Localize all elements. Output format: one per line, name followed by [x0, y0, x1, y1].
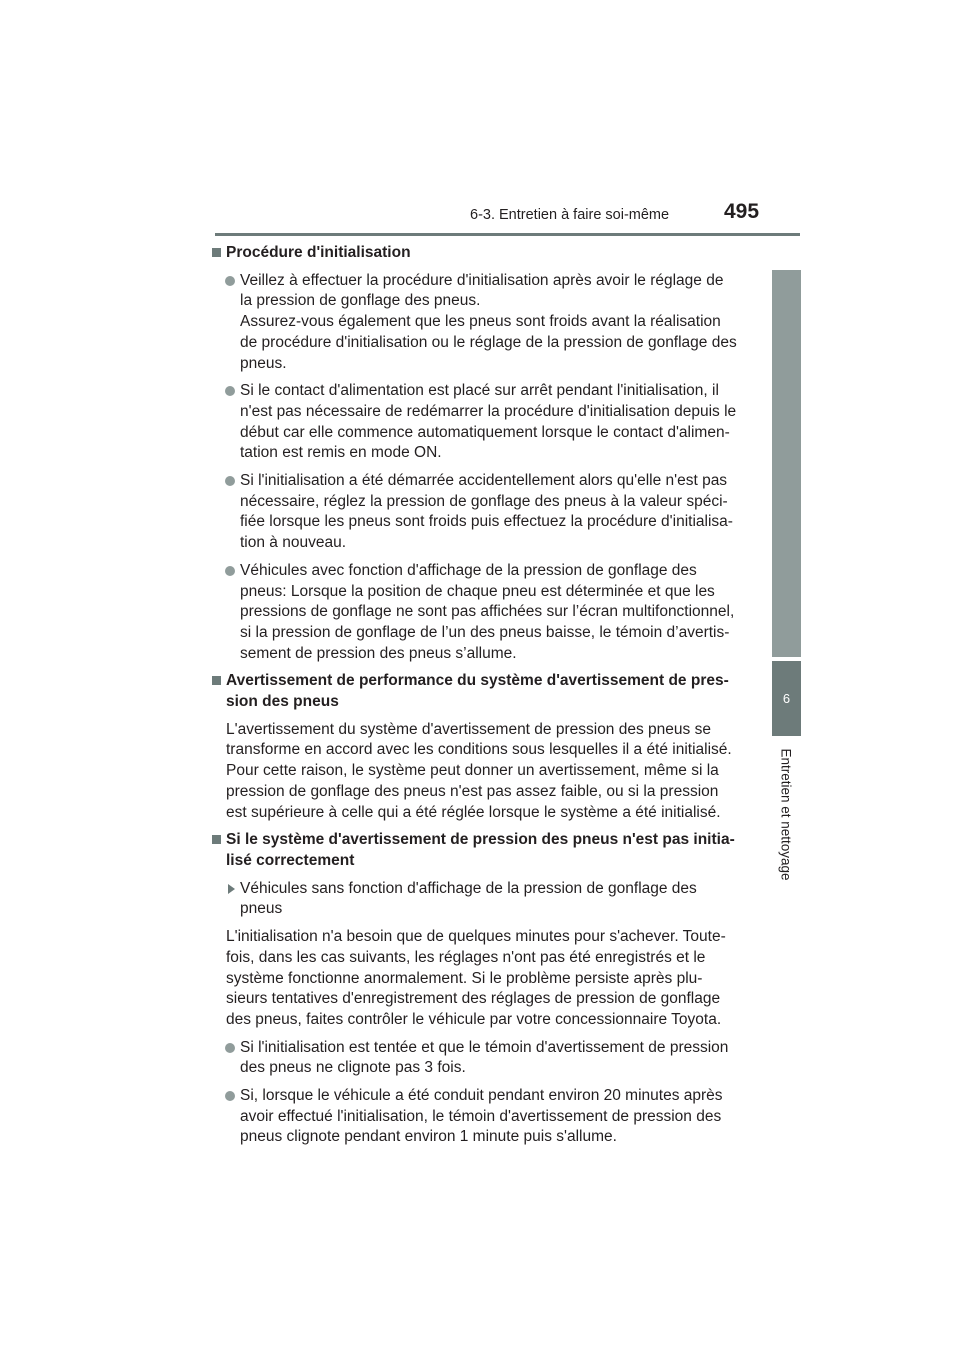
text-line: de procédure d'initialisation ou le réglage de la pression de gonflage des	[240, 333, 737, 351]
sidebar-tab-bar	[772, 270, 801, 657]
paragraph	[212, 720, 754, 824]
text-line: sement de pression des pneus s’allume.	[240, 644, 517, 662]
list-item	[212, 381, 754, 464]
page-content	[212, 243, 754, 1148]
list-item	[212, 271, 754, 375]
text-line: Assurez-vous également que les pneus sont froids avant la réalisation	[240, 313, 721, 331]
text-line: fiée lorsque les pneus sont froids puis effectuez la procédure d'initialisa-	[240, 513, 733, 531]
text-line: pneus.	[240, 354, 287, 372]
round-bullet-icon	[225, 566, 235, 576]
page-number: 495	[724, 200, 760, 223]
list-item	[212, 471, 754, 554]
text-line: Véhicules avec fonction d'affichage de la pression de gonflage des	[240, 561, 697, 579]
text-line: Si, lorsque le véhicule a été conduit pendant environ 20 minutes après	[240, 1087, 723, 1105]
text-line: Si l'initialisation a été démarrée accidentellement alors qu'elle n'est pas	[240, 472, 728, 490]
list-item	[212, 1038, 754, 1079]
text-line: Si le système d'avertissement de pression des pneus n'est pas initia-	[226, 831, 735, 849]
text-line: Veillez à effectuer la procédure d'initialisation après avoir le réglage de	[240, 271, 724, 289]
text-line: pneus: Lorsque la position de chaque pneu est déterminée et que les	[240, 582, 715, 600]
text-line: est supérieure à celle qui a été réglée lorsque le système a été initialisé.	[226, 803, 721, 821]
text-line: des pneus, faites contrôler le véhicule par votre concessionnaire Toyota.	[226, 1010, 722, 1028]
round-bullet-icon	[225, 1043, 235, 1053]
text-line: sion des pneus	[226, 693, 339, 711]
text-line: des pneus ne clignote pas 3 fois.	[240, 1059, 466, 1077]
square-bullet-icon	[212, 835, 221, 844]
text-line: nécessaire, réglez la pression de gonflage des pneus à la valeur spéci-	[240, 492, 728, 510]
list-item	[212, 561, 754, 665]
text-line: pneus	[240, 900, 283, 918]
header-section-title: 6-3. Entretien à faire soi-même	[470, 207, 670, 223]
text-line: transforme en accord avec les conditions sous lesquelles il a été initialisé.	[226, 741, 732, 759]
text-line: si la pression de gonflage de l’un des pneus baisse, le témoin d’avertis-	[240, 623, 730, 641]
text-line: n'est pas nécessaire de redémarrer la procédure d'initialisation depuis le	[240, 402, 737, 420]
chapter-title-tab	[772, 740, 801, 888]
text-line: tion à nouveau.	[240, 534, 347, 552]
paragraph	[212, 927, 754, 1031]
text-line: Si l'initialisation est tentée et que le témoin d'avertissement de pression	[240, 1038, 729, 1056]
sub-heading	[212, 879, 754, 920]
text-line: sieurs tentatives d'enregistrement des réglages de pression de gonflage	[226, 990, 721, 1008]
round-bullet-icon	[225, 1091, 235, 1101]
text-line: la pression de gonflage des pneus.	[240, 292, 481, 310]
text-line: lisé correctement	[226, 851, 355, 869]
section-heading-incorrect-init	[212, 830, 754, 871]
text-line: début car elle commence automatiquement lorsque le contact d'alimen-	[240, 423, 730, 441]
text-line: Véhicules sans fonction d'affichage de la pression de gonflage des	[240, 879, 697, 897]
text-line: Avertissement de performance du système d'avertissement de pres-	[226, 672, 729, 690]
header-divider	[215, 233, 800, 236]
text-line: fois, dans les cas suivants, les réglages n'ont pas été enregistrés et le	[226, 948, 706, 966]
text-line: Procédure d'initialisation	[226, 244, 411, 261]
round-bullet-icon	[225, 276, 235, 286]
section-heading-performance	[212, 671, 754, 712]
text-line: pression de gonflage des pneus n'est pas assez faible, ou si la pression	[226, 782, 719, 800]
section-heading-initialisation	[212, 243, 754, 264]
chapter-number: 6	[782, 691, 791, 706]
text-line: Pour cette raison, le système peut donner un avertissement, même si la	[226, 762, 719, 780]
list-item	[212, 1086, 754, 1148]
chapter-title: Entretien et nettoyage	[779, 747, 794, 881]
text-line: système fonctionne anormalement. Si le problème persiste après plu-	[226, 969, 703, 987]
text-line: pressions de gonflage ne sont pas affichées sur l’écran multifonctionnel,	[240, 603, 735, 621]
triangle-bullet-icon	[228, 884, 235, 894]
square-bullet-icon	[212, 676, 221, 685]
text-line: tation est remis en mode ON.	[240, 444, 442, 462]
round-bullet-icon	[225, 476, 235, 486]
chapter-tab	[772, 661, 801, 736]
text-line: Si le contact d'alimentation est placé sur arrêt pendant l'initialisation, il	[240, 382, 719, 400]
text-line: pneus clignote pendant environ 1 minute puis s'allume.	[240, 1128, 617, 1146]
text-line: L'initialisation n'a besoin que de quelques minutes pour s'achever. Toute-	[226, 928, 726, 946]
square-bullet-icon	[212, 248, 221, 257]
text-line: L'avertissement du système d'avertissement de pression des pneus se	[226, 720, 711, 738]
round-bullet-icon	[225, 386, 235, 396]
text-line: avoir effectué l'initialisation, le témoin d'avertissement de pression des	[240, 1107, 722, 1125]
